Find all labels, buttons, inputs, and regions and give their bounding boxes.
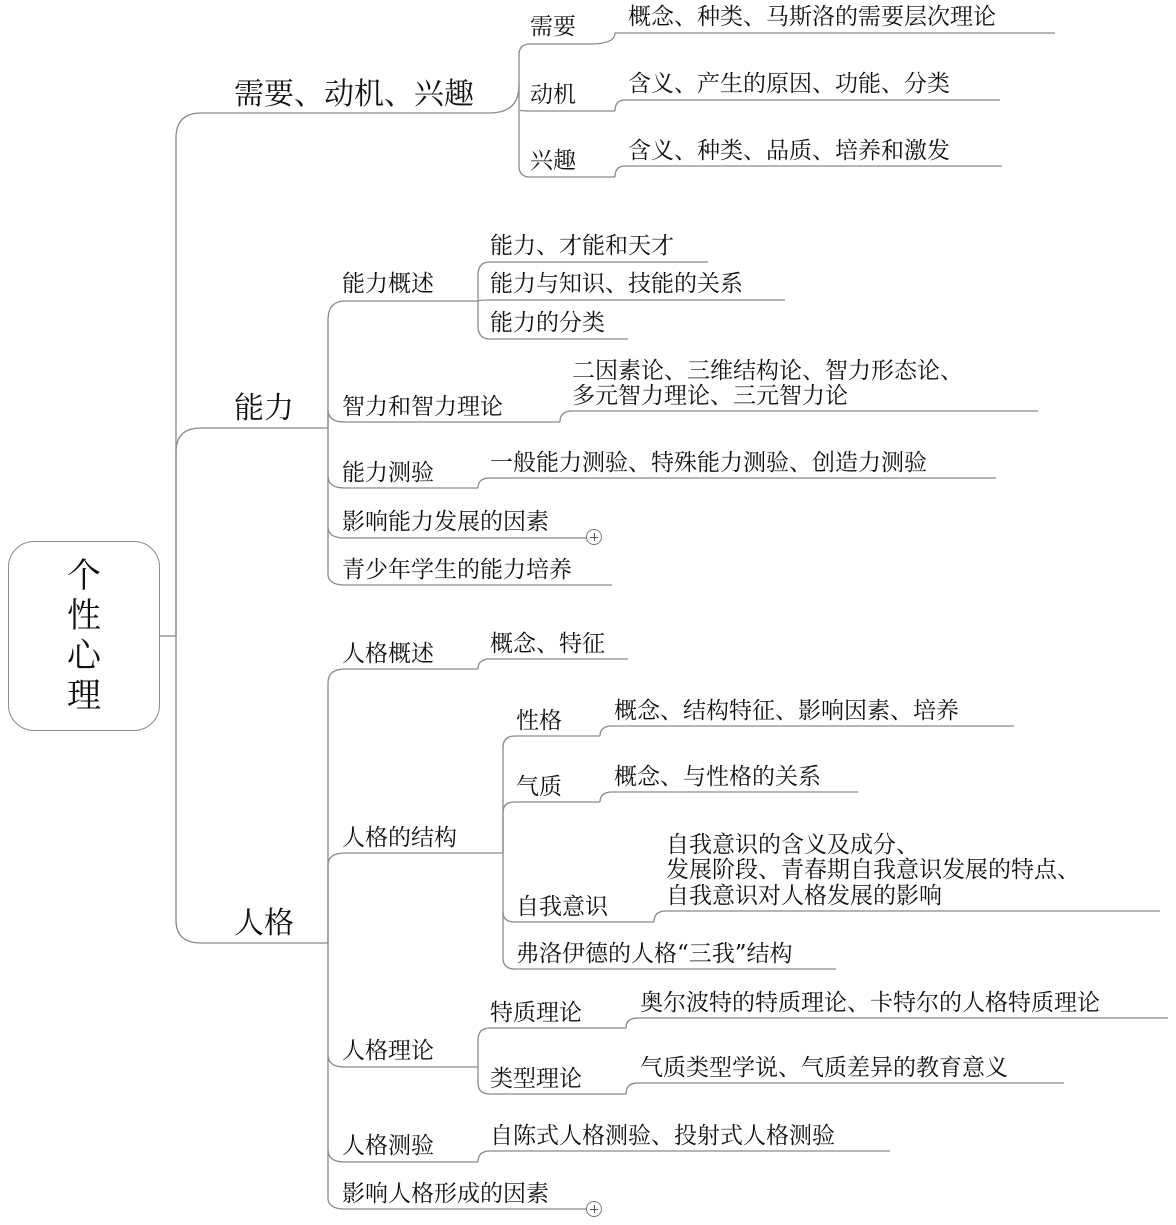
expand-ability-factors-icon[interactable] — [586, 529, 602, 545]
node-need-detail[interactable]: 概念、种类、马斯洛的需要层次理论 — [628, 4, 996, 30]
node-self[interactable]: 自我意识 — [516, 894, 608, 920]
node-temperament[interactable]: 气质 — [516, 774, 562, 800]
node-ability-cultivation[interactable]: 青少年学生的能力培养 — [342, 557, 572, 583]
connector-interest-detail — [615, 166, 1002, 177]
connector-temperament-detail — [600, 792, 858, 802]
node-need[interactable]: 需要 — [530, 14, 576, 40]
node-trait[interactable]: 特质理论 — [490, 1000, 582, 1026]
node-self-detail-1[interactable]: 自我意识的含义及成分、 — [666, 832, 919, 858]
branch-ability[interactable]: 能力 — [234, 391, 294, 426]
node-overview-item-2[interactable]: 能力与知识、技能的关系 — [490, 271, 743, 297]
connector-personality — [176, 636, 328, 943]
connector-pers-structure — [328, 853, 503, 943]
node-interest-detail[interactable]: 含义、种类、品质、培养和激发 — [628, 138, 950, 164]
connector-trait — [478, 1028, 626, 1067]
node-pers-structure[interactable]: 人格的结构 — [342, 825, 457, 851]
node-intelligence-detail-2[interactable]: 多元智力理论、三元智力论 — [572, 383, 848, 409]
node-self-detail-3[interactable]: 自我意识对人格发展的影响 — [666, 883, 942, 909]
root-label: 个性心理 — [67, 556, 101, 716]
node-pers-test-detail[interactable]: 自陈式人格测验、投射式人格测验 — [490, 1123, 835, 1149]
node-character-detail[interactable]: 概念、结构特征、影响因素、培养 — [614, 698, 959, 724]
node-temperament-detail[interactable]: 概念、与性格的关系 — [614, 764, 821, 790]
root-node[interactable] — [8, 541, 160, 731]
node-motive[interactable]: 动机 — [530, 82, 576, 108]
node-trait-detail[interactable]: 奥尔波特的特质理论、卡特尔的人格特质理论 — [640, 990, 1100, 1016]
node-ability-test[interactable]: 能力测验 — [342, 460, 434, 486]
branch-need[interactable]: 需要、动机、兴趣 — [234, 77, 474, 112]
connector-pers-overview — [328, 669, 478, 943]
node-motive-detail[interactable]: 含义、产生的原因、功能、分类 — [628, 71, 950, 97]
node-pers-overview[interactable]: 人格概述 — [342, 641, 434, 667]
node-freud[interactable]: 弗洛伊德的人格“三我”结构 — [516, 941, 793, 967]
connector-ov-detail — [478, 659, 628, 669]
node-ability-test-detail[interactable]: 一般能力测验、特殊能力测验、创造力测验 — [490, 450, 927, 476]
node-character[interactable]: 性格 — [516, 708, 562, 734]
node-type-detail[interactable]: 气质类型学说、气质差异的教育意义 — [640, 1055, 1008, 1081]
connector-temperament — [503, 802, 600, 853]
node-pers-overview-detail[interactable]: 概念、特征 — [490, 631, 605, 657]
node-intelligence-detail-1[interactable]: 二因素论、三维结构论、智力形态论、 — [572, 358, 963, 384]
node-self-detail-2[interactable]: 发展阶段、青春期自我意识发展的特点、 — [666, 857, 1080, 883]
connector-need-detail — [590, 33, 1055, 44]
node-ability-overview[interactable]: 能力概述 — [342, 271, 434, 297]
connector-trait-detail — [626, 1018, 1168, 1028]
node-pers-theory[interactable]: 人格理论 — [342, 1038, 434, 1064]
connector-character-detail — [600, 726, 1014, 736]
node-pers-test[interactable]: 人格测验 — [342, 1133, 434, 1159]
connector-intel-detail — [560, 411, 1038, 422]
node-type[interactable]: 类型理论 — [490, 1066, 582, 1092]
node-overview-item-3[interactable]: 能力的分类 — [490, 310, 605, 336]
node-intelligence[interactable]: 智力和智力理论 — [342, 394, 503, 420]
connector-ov-2 — [478, 300, 785, 301]
node-overview-item-1[interactable]: 能力、才能和天才 — [490, 233, 674, 259]
connector-pers-test-detail — [478, 1151, 890, 1162]
connector-type-detail — [626, 1083, 1064, 1094]
node-pers-factors[interactable]: 影响人格形成的因素 — [342, 1181, 549, 1207]
connector-motive-detail — [615, 100, 1000, 111]
branch-personality[interactable]: 人格 — [234, 906, 294, 941]
connector-test-detail — [478, 478, 996, 488]
connector-ability — [176, 428, 328, 636]
connector-self-detail — [654, 911, 1160, 922]
node-interest[interactable]: 兴趣 — [530, 148, 576, 174]
expand-pers-factors-icon[interactable] — [586, 1201, 602, 1217]
node-ability-factors[interactable]: 影响能力发展的因素 — [342, 509, 549, 535]
